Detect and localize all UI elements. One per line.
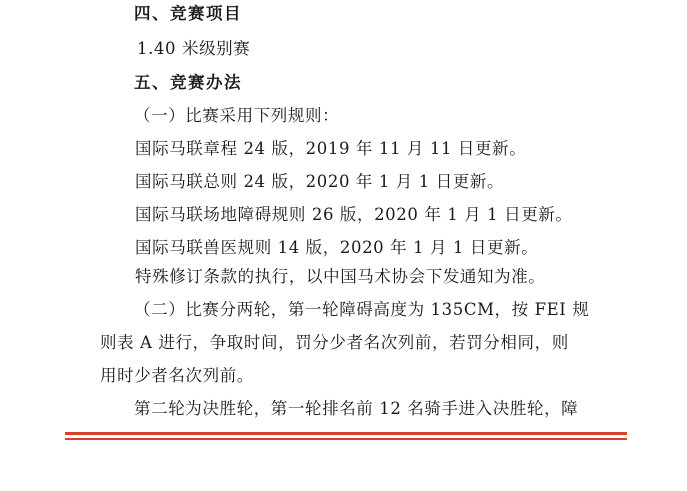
separator-line-thick [65, 432, 627, 435]
event-level: 1.40 米级别赛 [137, 39, 251, 58]
round-description-line-3: 用时少者名次列前。 [100, 366, 254, 385]
separator-line-thin [65, 438, 627, 440]
round-description-line-1: （二）比赛分两轮，第一轮障碍高度为 135CM，按 FEI 规 [134, 300, 590, 319]
section-heading-competition-events: 四、竞赛项目 [134, 4, 242, 23]
rule-statutes: 国际马联章程 24 版，2019 年 11 月 11 日更新。 [135, 139, 527, 158]
rule-general-regulations: 国际马联总则 24 版，2020 年 1 月 1 日更新。 [135, 172, 505, 191]
special-amendments: 特殊修订条款的执行，以中国马术协会下发通知为准。 [135, 267, 546, 286]
second-round-description: 第二轮为决胜轮，第一轮排名前 12 名骑手进入决胜轮，障 [134, 399, 579, 418]
rule-jumping: 国际马联场地障碍规则 26 版，2020 年 1 月 1 日更新。 [135, 205, 573, 224]
rules-intro: （一）比赛采用下列规则： [134, 106, 340, 125]
section-heading-competition-method: 五、竞赛办法 [134, 73, 242, 92]
round-description-line-2: 则表 A 进行，争取时间，罚分少者名次列前，若罚分相同，则 [100, 333, 569, 352]
rule-veterinary: 国际马联兽医规则 14 版，2020 年 1 月 1 日更新。 [135, 238, 539, 257]
